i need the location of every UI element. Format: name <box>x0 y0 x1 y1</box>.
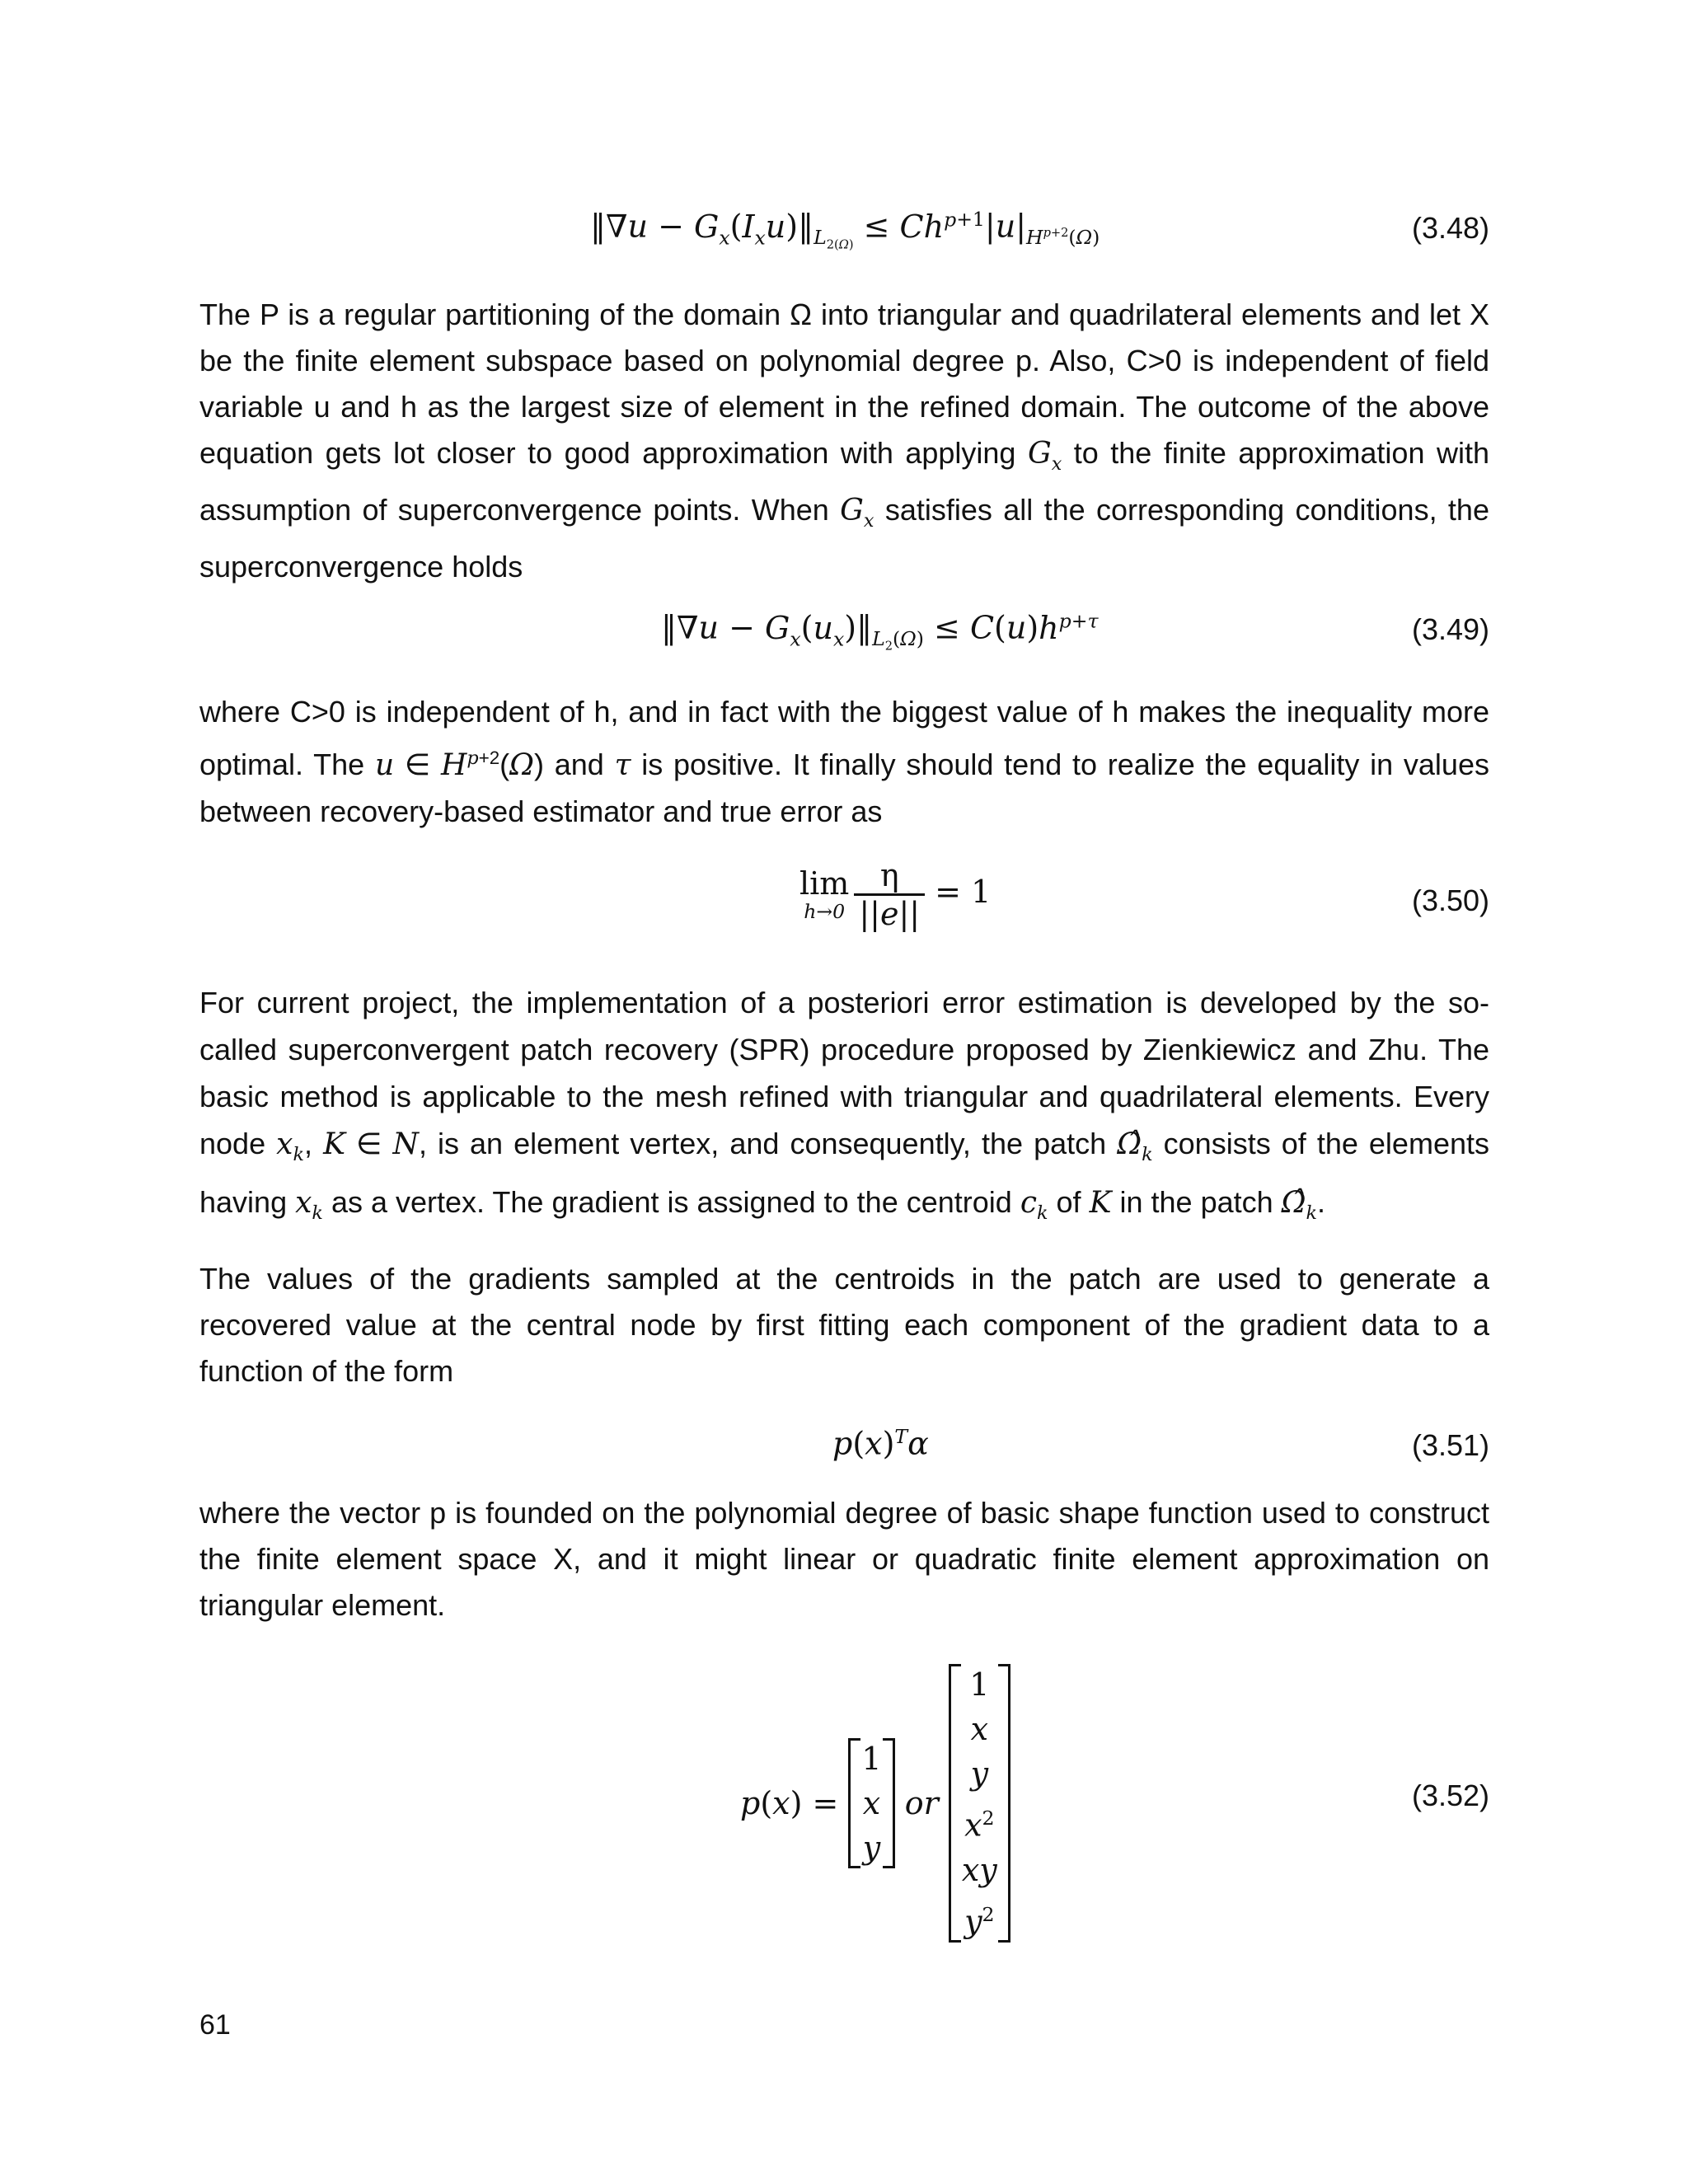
paragraph: where C>0 is independent of h, and in fact with the biggest value of h makes the inequality more optimal. The u ∈ $H^{p+2}(\Omega)$ and τ is positive. It finally should tend to realize the equality in values between recovery-based estimator and true error as <box>199 695 1489 828</box>
math-symbol: $G_x$ <box>1027 437 1062 476</box>
paragraph-text: consists of the elements having <box>199 1127 1489 1220</box>
equation-number: (3.49) <box>1411 612 1489 646</box>
equation-3-48 <box>199 204 1489 251</box>
paragraph-text: , is an element vertex, and consequently, the patch <box>418 1127 1107 1160</box>
equation-3-49-body: ‖∇u − $G_x(u_x)‖_{L_2(\Omega)} \le C(u)h^{p+\tau}$ <box>661 609 1099 654</box>
paragraph <box>199 292 1489 590</box>
equation-3-49 <box>199 606 1489 652</box>
equation-3-51 <box>199 1422 1489 1468</box>
math-symbol: $G_x$ <box>840 494 874 532</box>
equation-3-48-body: ‖∇u − $G_x(I_xu)‖_{L_{2(\Omega)}} \le Ch^{p+1}|u|_{H^{p+2}(\Omega)}$ <box>590 208 1100 252</box>
math-symbol: $x_k$ <box>295 1186 323 1225</box>
equation-3-50 <box>199 857 1489 948</box>
equation-3-51-body: $p(x)^T\alpha$ <box>832 1425 929 1462</box>
limit-operator: lim h→0 <box>799 865 850 923</box>
paragraph-text: satisfies all the corresponding conditions, the superconvergence holds <box>199 493 1489 584</box>
equation-number: (3.52) <box>1411 1779 1489 1812</box>
paragraph-text: is positive. It finally should tend to realize the equality in values between recovery-based estimator and true error as <box>199 748 1489 828</box>
equation-number: (3.48) <box>1411 211 1489 245</box>
math-symbol: $c_k$ <box>1020 1186 1048 1225</box>
page-number: 61 <box>199 2009 231 2041</box>
paragraph <box>199 1256 1489 1394</box>
equation-number: (3.51) <box>1411 1428 1489 1462</box>
math-symbol: u <box>374 748 395 782</box>
vector-quadratic: 1 x y $x^2$ xy $y^2$ <box>949 1662 1010 1943</box>
paragraph <box>199 1490 1489 1629</box>
or-label: or <box>904 1785 939 1821</box>
paragraph-text: where the vector p is founded on the polynomial degree of basic shape function used to construct the finite element space X, and it might linear or quadratic finite element approximation on triangular element. <box>199 1496 1489 1622</box>
paragraph-text: and <box>554 748 604 781</box>
math-symbol: $H^p$ <box>440 748 479 782</box>
paragraph-text: as a vertex. The gradient is assigned to the centroid <box>331 1185 1012 1220</box>
math-symbol: $\Omegâ_k$ <box>1281 1186 1318 1225</box>
fraction: $\frac{\eta}{||e||}$ <box>854 857 925 932</box>
math-symbol: $x_k$ <box>276 1127 304 1166</box>
equation-number: (3.50) <box>1411 883 1489 917</box>
paragraph-text: For current project, the implementation of a posteriori error estimation is developed by the so-called superconvergent patch recovery (SPR) procedure proposed by Zienkiewicz and Zhu. The basic method is applicable to the mesh refined with triangular and quadrilateral elements. Every node <box>199 986 1489 1160</box>
equation-3-52-body: p ( x ) = 1 x y or 1 x y $x^2$ xy $y^2$ <box>740 1663 1010 1943</box>
math-symbol: τ <box>614 748 631 782</box>
math-symbol: $\Omegâ_k$ <box>1117 1127 1153 1166</box>
fraction-numerator: η <box>879 857 899 893</box>
equation-3-50-body <box>799 857 991 932</box>
vector-linear: 1 x y <box>848 1736 894 1870</box>
paragraph-text: The P is a regular partitioning of the domain Ω into triangular and quadrilateral elements and let X be the finite element subspace based on polynomial degree p. Also, C>0 is independent of field variable u and h as the largest size of element in the refined domain. The outcome of the above equation gets lot closer to good approximation with applying <box>199 298 1489 470</box>
equation-rhs: = 1 <box>935 874 992 910</box>
equation-3-52 <box>199 1663 1489 1943</box>
paragraph: For current project, the implementation of a posteriori error estimation is developed by the so-called superconvergent patch recovery (SPR) procedure proposed by Zienkiewicz and Zhu. The basic method is applicable to the mesh refined with triangular and quadrilateral elements. Every node $x_k$, K ∈ N, is an element vertex, and consequently, the patch $\Omegâ_k$ consists of the elements having $x_k$ as a vertex. The gradient is assigned to the centroid $c_k$ of K in the patch $\Omegâ_k$. <box>199 986 1489 1225</box>
paragraph-text: of <box>1056 1185 1081 1220</box>
paragraph-text: to the finite approximation with assumption of superconvergence points. When <box>199 436 1489 527</box>
paragraph-text: in the patch <box>1119 1185 1273 1220</box>
paragraph-text: The values of the gradients sampled at the centroids in the patch are used to generate a recovered value at the central node by first fitting each component of the gradient data to a function of the form <box>199 1262 1489 1388</box>
math-symbol: K <box>1089 1186 1112 1221</box>
paragraph-text: where C>0 is independent of h, and in fact with the biggest value of h makes the inequality more optimal. The <box>199 695 1489 781</box>
